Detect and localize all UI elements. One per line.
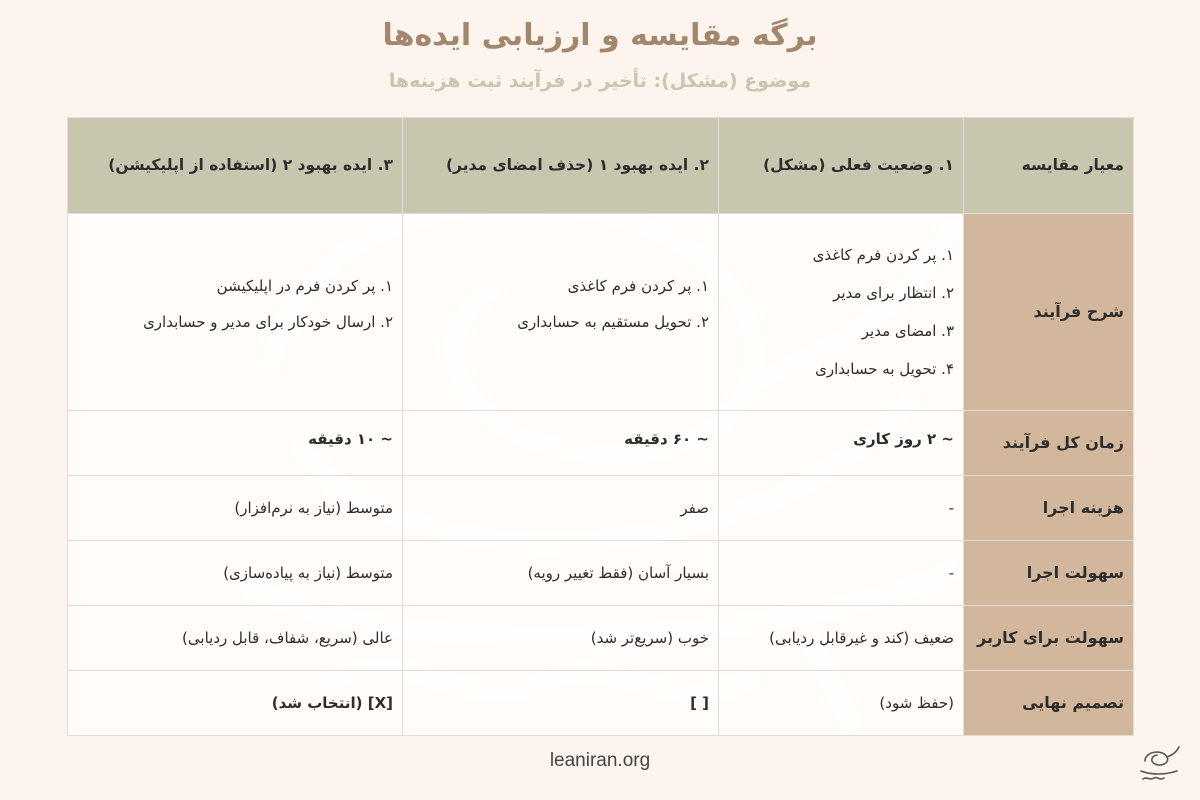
process-step: ۲. تحویل مستقیم به حسابداری xyxy=(517,313,709,331)
cell-user-current: ضعیف (کند و غیرقابل ردیابی) xyxy=(719,606,964,671)
row-label-process: شرح فرآیند xyxy=(964,214,1134,411)
table-header-row xyxy=(68,118,1134,214)
cell-process-current xyxy=(719,214,964,411)
row-label-ease-of-implementation: سهولت اجرا xyxy=(964,541,1134,606)
cell-cost-current: - xyxy=(719,476,964,541)
row-label-cost: هزینه اجرا xyxy=(964,476,1134,541)
header-idea-1: ۲. ایده بهبود ۱ (حذف امضای مدیر) xyxy=(403,118,719,214)
row-label-user-friendliness: سهولت برای کاربر xyxy=(964,606,1134,671)
process-step: ۲. ارسال خودکار برای مدیر و حسابداری xyxy=(143,313,393,331)
cell-total-time-current: ~ ۲ روز کاری xyxy=(719,411,964,476)
table-row-process xyxy=(68,214,1134,411)
cell-decision-idea-1: [ ] xyxy=(403,671,719,736)
table-row-cost xyxy=(68,476,1134,541)
process-step: ۱. پر کردن فرم در اپلیکیشن xyxy=(216,276,393,295)
cell-ease-current: - xyxy=(719,541,964,606)
cell-total-time-idea-2: ~ ۱۰ دقیقه xyxy=(68,411,403,476)
table-row-final-decision xyxy=(68,671,1134,736)
cell-cost-idea-2: متوسط (نیاز به نرم‌افزار) xyxy=(68,476,403,541)
cell-decision-idea-2: [X] (انتخاب شد) xyxy=(68,671,403,736)
process-step: ۱. پر کردن فرم کاغذی xyxy=(567,276,709,295)
process-step: ۲. انتظار برای مدیر xyxy=(833,283,954,302)
process-step: ۳. امضای مدیر xyxy=(861,322,954,340)
row-label-total-time: زمان کل فرآیند xyxy=(964,411,1134,476)
row-label-final-decision: تصمیم نهایی xyxy=(964,671,1134,736)
cell-decision-current: (حفظ شود) xyxy=(719,671,964,736)
comparison-table xyxy=(67,117,1134,736)
cell-total-time-idea-1: ~ ۶۰ دقیقه xyxy=(403,411,719,476)
cell-user-idea-2: عالی (سریع، شفاف، قابل ردیابی) xyxy=(68,606,403,671)
cell-process-idea-1 xyxy=(403,214,719,411)
cell-cost-idea-1: صفر xyxy=(403,476,719,541)
header-idea-2: ۳. ایده بهبود ۲ (استفاده از اپلیکیشن) xyxy=(68,118,403,214)
table-row-user-friendliness xyxy=(68,606,1134,671)
header-current-state: ۱. وضعیت فعلی (مشکل) xyxy=(719,118,964,214)
header-criterion: معیار مقایسه xyxy=(964,118,1134,214)
brand-logo-icon xyxy=(1133,745,1183,785)
page-subtitle: موضوع (مشکل): تأخیر در فرآیند ثبت هزینه‌ها xyxy=(388,70,812,92)
process-step: ۱. پر کردن فرم کاغذی xyxy=(812,245,954,264)
cell-process-idea-2 xyxy=(68,214,403,411)
table-row-total-time xyxy=(68,411,1134,476)
cell-ease-idea-1: بسیار آسان (فقط تغییر رویه) xyxy=(403,541,719,606)
cell-ease-idea-2: متوسط (نیاز به پیاده‌سازی) xyxy=(68,541,403,606)
cell-user-idea-1: خوب (سریع‌تر شد) xyxy=(403,606,719,671)
footer-url: leaniran.org xyxy=(549,750,651,771)
process-step: ۴. تحویل به حسابداری xyxy=(815,360,954,379)
page-title: برگه مقایسه و ارزیابی ایده‌ها xyxy=(382,18,818,53)
table-row-ease-of-implementation xyxy=(68,541,1134,606)
